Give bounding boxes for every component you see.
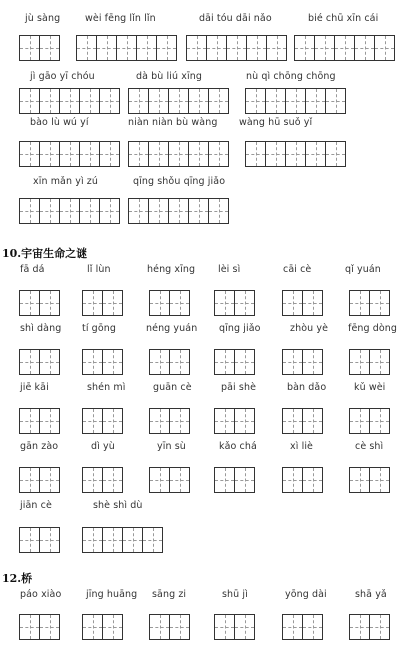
pinyin-label: jiē kāi [20,382,49,393]
pinyin-label: bié chū xīn cái [308,13,379,24]
pinyin-label: qīng jiǎo [219,323,261,334]
writing-box-group[interactable] [282,349,322,375]
pinyin-label: bàn dǎo [287,382,327,393]
writing-box-group[interactable] [19,35,59,61]
pinyin-label: xì liè [290,441,314,452]
pinyin-label: pāi shè [221,382,257,393]
pinyin-label: zhòu yè [290,323,329,334]
writing-box-group[interactable] [294,35,394,61]
writing-box-group[interactable] [214,349,254,375]
writing-box-group[interactable] [149,349,189,375]
pinyin-label: shū jì [222,589,248,600]
writing-box-group[interactable] [282,614,322,640]
pinyin-label: jù sàng [25,13,61,24]
writing-box-group[interactable] [214,467,254,493]
pinyin-label: lèi sì [218,264,241,275]
writing-box-group[interactable] [349,290,389,316]
pinyin-label: shā yǎ [355,589,387,600]
pinyin-label: wèi fēng lǐn lǐn [85,13,156,24]
writing-box-group[interactable] [214,408,254,434]
writing-box-group[interactable] [282,290,322,316]
writing-box-group[interactable] [186,35,286,61]
pinyin-label: qīng shǒu qīng jiǎo [133,176,226,187]
pinyin-label: dāi tóu dāi nǎo [199,13,272,24]
pinyin-label: dà bù liú xīng [136,71,202,82]
writing-box-group[interactable] [82,467,122,493]
writing-box-group[interactable] [19,527,59,553]
pinyin-label: nù qì chōng chōng [246,71,336,82]
pinyin-label: cāi cè [283,264,312,275]
writing-box-group[interactable] [82,290,122,316]
writing-box-group[interactable] [19,88,119,114]
writing-box-group[interactable] [128,141,228,167]
writing-box-group[interactable] [19,408,59,434]
writing-box-group[interactable] [349,467,389,493]
writing-box-group[interactable] [349,408,389,434]
writing-box-group[interactable] [128,88,228,114]
writing-box-group[interactable] [149,467,189,493]
writing-box-group[interactable] [82,408,122,434]
writing-box-group[interactable] [149,614,189,640]
pinyin-label: kǔ wèi [354,382,386,393]
writing-box-group[interactable] [214,290,254,316]
pinyin-label: héng xīng [147,264,196,275]
pinyin-label: sāng zi [152,589,187,600]
pinyin-label: yīn sù [157,441,186,452]
pinyin-label: néng yuán [146,323,198,334]
pinyin-label: kǎo chá [219,441,257,452]
writing-box-group[interactable] [149,290,189,316]
writing-box-group[interactable] [19,290,59,316]
pinyin-label: wàng hū suǒ yǐ [239,117,313,128]
pinyin-label: páo xiào [20,589,62,600]
writing-box-group[interactable] [245,141,345,167]
writing-box-group[interactable] [82,527,162,553]
pinyin-label: shì dàng [20,323,62,334]
writing-box-group[interactable] [282,408,322,434]
pinyin-label: shén mì [87,382,126,393]
pinyin-label: jiān cè [20,500,52,511]
pinyin-label: xīn mǎn yì zú [33,176,99,187]
pinyin-label: qǐ yuán [345,264,381,275]
writing-box-group[interactable] [19,141,119,167]
pinyin-label: gān zào [20,441,59,452]
pinyin-label: fēng dòng [348,323,398,334]
writing-box-group[interactable] [349,614,389,640]
section-heading: 12.桥 [2,572,33,585]
pinyin-label: tí gōng [82,323,116,334]
writing-box-group[interactable] [214,614,254,640]
writing-box-group[interactable] [82,349,122,375]
pinyin-label: dì yù [91,441,115,452]
pinyin-label: fā dá [20,264,45,275]
pinyin-label: cè shì [355,441,384,452]
section-heading: 10.宇宙生命之谜 [2,247,88,260]
writing-box-group[interactable] [282,467,322,493]
writing-box-group[interactable] [19,198,119,224]
writing-box-group[interactable] [19,349,59,375]
pinyin-label: niàn niàn bù wàng [128,117,218,128]
writing-box-group[interactable] [349,349,389,375]
writing-box-group[interactable] [245,88,345,114]
pinyin-label: jì gāo yī chóu [30,71,95,82]
writing-box-group[interactable] [149,408,189,434]
writing-box-group[interactable] [19,614,59,640]
writing-box-group[interactable] [19,467,59,493]
writing-box-group[interactable] [82,614,122,640]
pinyin-label: guān cè [153,382,192,393]
pinyin-label: jīng huāng [86,589,138,600]
pinyin-label: bào lù wú yí [30,117,89,128]
pinyin-label: lǐ lùn [87,264,111,275]
pinyin-label: shè shì dù [93,500,143,511]
pinyin-label: yōng dài [285,589,327,600]
writing-box-group[interactable] [76,35,176,61]
writing-box-group[interactable] [128,198,228,224]
